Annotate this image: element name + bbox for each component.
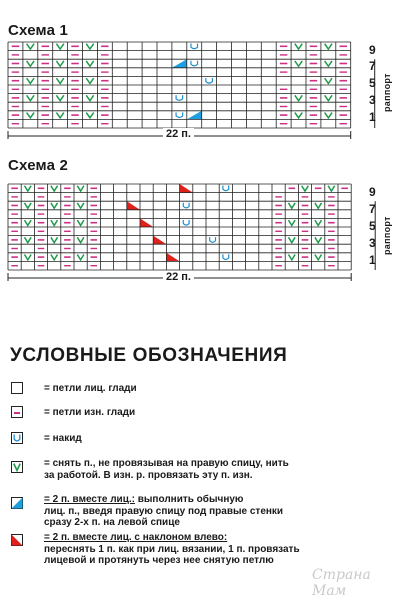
stitch-cell [191,44,198,49]
scheme-2-title: Схема 2 [8,157,69,174]
stitch-cell [289,237,296,242]
stitch-cell [140,218,153,227]
stitch-cell [56,78,63,83]
legend-k2tog-left-line-3: лицевой и протянуть через нее снятую петлю [44,555,274,566]
scheme-2-row-1: 1 [369,253,376,267]
stitch-cell [315,220,322,225]
stitch-cell [25,255,32,260]
stitch-cell [27,44,34,49]
stitch-cell [191,61,198,66]
stitch-cell [210,237,216,242]
stitch-cell [166,253,179,262]
scheme-2-row-9: 9 [369,185,376,199]
stitch-cell [315,237,322,242]
stitch-cell [51,220,58,225]
stitch-cell [127,201,140,210]
scheme-2-row-7: 7 [369,202,376,216]
stitch-cell [289,255,296,260]
scheme-2-row-5: 5 [369,219,376,233]
scheme-2-rapport-label: раппорт [382,216,392,255]
stitch-cell [25,186,32,191]
stitch-cell [295,61,302,66]
stitch-cell [302,186,309,191]
legend-k2tog-right-text [44,494,283,529]
legend-knit-text: = петли лиц. глади [44,383,137,394]
stitch-cell [25,203,32,208]
legend-k2tog-right-line-2: лиц. п., введя правую спицу под правые стенки [44,505,284,517]
stitch-cell [325,113,332,118]
legend-k2tog-left-head: = 2 п. вместе лиц. с наклоном влево: [44,532,228,543]
scheme-1-row-1: 1 [369,110,376,124]
stitch-cell [77,220,84,225]
scheme-1-stitch-count: 22 п. [163,128,194,140]
stitch-cell [206,78,213,83]
stitch-cell [289,220,296,225]
scheme-1-row-5: 5 [369,76,376,90]
stitch-cell [56,44,63,49]
stitch-cell [56,61,63,66]
scheme-2-chart [0,182,400,292]
stitch-cell [51,237,58,242]
scheme-1-row-3: 3 [369,93,376,107]
knit-symbol-icon [11,382,23,394]
stitch-cell [27,61,34,66]
legend-k2tog-left-line-2: переснять 1 п. как при лиц. вязании, 1 п. провязать [44,543,300,555]
legend-yarn-over-text: = накид [44,433,82,444]
stitch-cell [77,203,84,208]
stitch-cell [27,78,34,83]
legend-purl-text: = петли изн. глади [44,407,136,418]
stitch-cell [176,112,183,117]
stitch-cell [77,255,84,260]
stitch-cell [51,186,58,191]
stitch-cell [86,44,93,49]
stitch-cell [295,95,302,100]
scheme-1-rapport-label: раппорт [382,73,392,112]
stitch-cell [51,255,58,260]
stitch-cell [56,113,63,118]
stitch-cell [325,78,332,83]
scheme-2-row-3: 3 [369,236,376,250]
stitch-cell [315,255,322,260]
stitch-cell [223,254,229,259]
stitch-cell [25,220,32,225]
stitch-cell [86,78,93,83]
stitch-cell [27,95,34,100]
stitch-cell [51,203,58,208]
stitch-cell [86,95,93,100]
stitch-cell [289,203,296,208]
stitch-cell [187,111,202,120]
scheme-1-title: Схема 1 [8,22,69,39]
stitch-cell [176,95,183,100]
yarn-over-symbol-icon [11,432,23,444]
legend-k2tog-left-text [44,532,300,567]
stitch-cell [295,44,302,49]
legend-slip-line-1: = снять п., не провязывая на правую спицу, нить [44,458,289,469]
scheme-1-chart [0,38,400,150]
k2tog-right-symbol-icon [11,497,23,509]
stitch-cell [77,237,84,242]
legend-k2tog-right-rest: выполнить обычную [134,494,244,505]
stitch-cell [183,220,189,225]
stitch-cell [77,186,84,191]
scheme-2-stitch-count: 22 п. [163,271,194,283]
stitch-cell [328,186,335,191]
stitch-cell [325,44,332,49]
stitch-cell [86,61,93,66]
stitch-cell [27,113,34,118]
purl-symbol-icon [11,406,23,418]
legend-title: УСЛОВНЫЕ ОБОЗНАЧЕНИЯ [10,345,288,366]
stitch-cell [325,95,332,100]
legend-slip-text [44,458,289,481]
legend-k2tog-right-head: = 2 п. вместе лиц.: [44,494,135,505]
slip-stitch-symbol-icon [11,461,23,473]
stitch-cell [295,113,302,118]
k2tog-left-symbol-icon [11,534,23,546]
stitch-cell [25,237,32,242]
stitch-cell [180,184,193,193]
stitch-cell [153,236,166,245]
legend-k2tog-right-line-3: сразу 2-х п. на левой спице [44,517,180,528]
legend-slip-line-2: за работой. В изн. р. провязать эту п. изн. [44,469,253,481]
stitch-cell [315,203,322,208]
stitch-cell [56,95,63,100]
scheme-1-row-7: 7 [369,59,376,73]
scheme-1-row-9: 9 [369,43,376,57]
watermark: Страна Мам [312,567,371,599]
stitch-cell [183,203,189,208]
stitch-cell [325,61,332,66]
stitch-cell [172,59,187,68]
stitch-cell [223,186,229,191]
stitch-cell [86,113,93,118]
